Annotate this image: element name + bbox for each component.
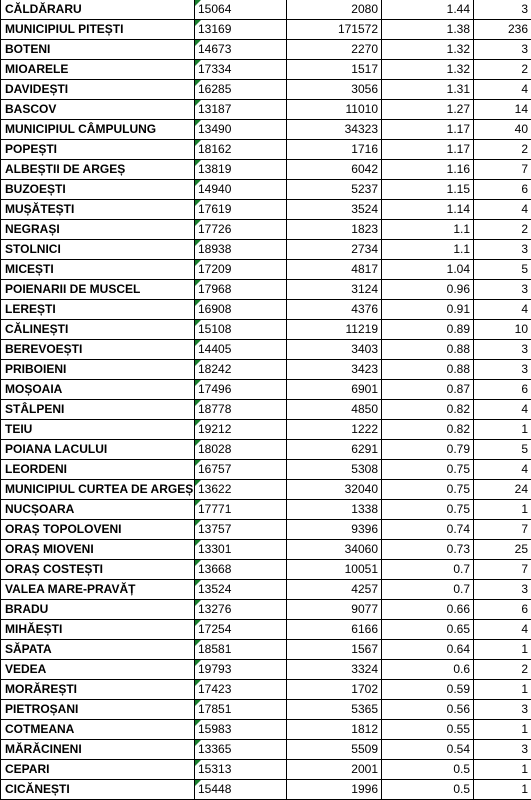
- population-cell[interactable]: 1222: [287, 420, 382, 440]
- table-row: [1, 0, 531, 20]
- cases-cell[interactable]: 10: [474, 320, 531, 340]
- population-cell[interactable]: 9077: [287, 600, 382, 620]
- cases-cell[interactable]: 3: [474, 340, 531, 360]
- rate-cell[interactable]: 0.75: [382, 460, 474, 480]
- table-row: [1, 20, 531, 40]
- cases-cell[interactable]: 1: [474, 780, 531, 800]
- population-cell[interactable]: 4257: [287, 580, 382, 600]
- population-cell[interactable]: 11219: [287, 320, 382, 340]
- cases-cell[interactable]: 4: [474, 300, 531, 320]
- population-cell[interactable]: 6166: [287, 620, 382, 640]
- population-cell[interactable]: 34060: [287, 540, 382, 560]
- population-cell[interactable]: 9396: [287, 520, 382, 540]
- cases-cell[interactable]: 3: [474, 580, 531, 600]
- table-row: [1, 360, 531, 380]
- cases-cell[interactable]: 3: [474, 240, 531, 260]
- table-row: [1, 560, 531, 580]
- cases-cell[interactable]: 6: [474, 380, 531, 400]
- rate-cell[interactable]: 1.04: [382, 260, 474, 280]
- rate-cell[interactable]: 0.5: [382, 760, 474, 780]
- locality-name-cell[interactable]: MUȘĂTEȘTI: [1, 200, 195, 220]
- rate-cell[interactable]: 0.88: [382, 340, 474, 360]
- cases-cell[interactable]: 3: [474, 700, 531, 720]
- rate-cell[interactable]: 1.32: [382, 40, 474, 60]
- siruta-code-cell[interactable]: 14940: [195, 180, 287, 200]
- cases-cell[interactable]: 3: [474, 740, 531, 760]
- siruta-code-cell[interactable]: 13276: [195, 600, 287, 620]
- population-cell[interactable]: 2734: [287, 240, 382, 260]
- cases-cell[interactable]: 7: [474, 160, 531, 180]
- table-row: [1, 500, 531, 520]
- population-cell[interactable]: 1338: [287, 500, 382, 520]
- table-row: [1, 480, 531, 500]
- siruta-code-cell[interactable]: 18938: [195, 240, 287, 260]
- siruta-code-cell[interactable]: 18028: [195, 440, 287, 460]
- siruta-code-cell[interactable]: 13622: [195, 480, 287, 500]
- siruta-code-cell[interactable]: 18242: [195, 360, 287, 380]
- cases-cell[interactable]: 4: [474, 460, 531, 480]
- table-row: [1, 600, 531, 620]
- table-row: [1, 520, 531, 540]
- population-cell[interactable]: 11010: [287, 100, 382, 120]
- rate-cell[interactable]: 0.54: [382, 740, 474, 760]
- locality-name-cell[interactable]: BUZOEȘTI: [1, 180, 195, 200]
- cases-cell[interactable]: 1: [474, 680, 531, 700]
- population-cell[interactable]: 6042: [287, 160, 382, 180]
- locality-name-cell[interactable]: STOLNICI: [1, 240, 195, 260]
- locality-name-cell[interactable]: POPEȘTI: [1, 140, 195, 160]
- population-cell[interactable]: 34323: [287, 120, 382, 140]
- locality-name-cell[interactable]: LEREȘTI: [1, 300, 195, 320]
- population-cell[interactable]: 3124: [287, 280, 382, 300]
- table-row: [1, 440, 531, 460]
- rate-cell[interactable]: 0.79: [382, 440, 474, 460]
- cases-cell[interactable]: 236: [474, 20, 531, 40]
- rate-cell[interactable]: 1.32: [382, 60, 474, 80]
- population-cell[interactable]: 5308: [287, 460, 382, 480]
- rate-cell[interactable]: 1.1: [382, 220, 474, 240]
- rate-cell[interactable]: 1.15: [382, 180, 474, 200]
- siruta-code-cell[interactable]: 17771: [195, 500, 287, 520]
- siruta-code-cell[interactable]: 15108: [195, 320, 287, 340]
- siruta-code-cell[interactable]: 15064: [195, 0, 287, 20]
- table-row: [1, 720, 531, 740]
- population-cell[interactable]: 3403: [287, 340, 382, 360]
- cases-cell[interactable]: 6: [474, 600, 531, 620]
- population-cell[interactable]: 10051: [287, 560, 382, 580]
- rate-cell[interactable]: 1.16: [382, 160, 474, 180]
- cases-cell[interactable]: 4: [474, 200, 531, 220]
- cases-cell[interactable]: 1: [474, 640, 531, 660]
- siruta-code-cell[interactable]: 13524: [195, 580, 287, 600]
- cases-cell[interactable]: 4: [474, 620, 531, 640]
- rate-cell[interactable]: 0.73: [382, 540, 474, 560]
- siruta-code-cell[interactable]: 19212: [195, 420, 287, 440]
- siruta-code-cell[interactable]: 17334: [195, 60, 287, 80]
- rate-cell[interactable]: 0.87: [382, 380, 474, 400]
- rate-cell[interactable]: 0.82: [382, 420, 474, 440]
- cases-cell[interactable]: 4: [474, 80, 531, 100]
- table-row: [1, 660, 531, 680]
- rate-cell[interactable]: 0.7: [382, 580, 474, 600]
- rate-cell[interactable]: 1.17: [382, 120, 474, 140]
- rate-cell[interactable]: 0.75: [382, 480, 474, 500]
- locality-name-cell[interactable]: MUNICIPIUL CURTEA DE ARGEȘ: [1, 480, 195, 500]
- rate-cell[interactable]: 0.56: [382, 700, 474, 720]
- population-cell[interactable]: 2080: [287, 0, 382, 20]
- locality-name-cell[interactable]: POIENARII DE MUSCEL: [1, 280, 195, 300]
- population-cell[interactable]: 1812: [287, 720, 382, 740]
- population-cell[interactable]: 6291: [287, 440, 382, 460]
- siruta-code-cell[interactable]: 13169: [195, 20, 287, 40]
- locality-name-cell[interactable]: ALBEȘTII DE ARGEȘ: [1, 160, 195, 180]
- rate-cell[interactable]: 0.74: [382, 520, 474, 540]
- population-cell[interactable]: 32040: [287, 480, 382, 500]
- population-cell[interactable]: 3423: [287, 360, 382, 380]
- population-cell[interactable]: 3056: [287, 80, 382, 100]
- locality-name-cell[interactable]: COTMEANA: [1, 720, 195, 740]
- table-row: [1, 260, 531, 280]
- table-row: [1, 640, 531, 660]
- table-row: [1, 680, 531, 700]
- population-cell[interactable]: 5237: [287, 180, 382, 200]
- cases-cell[interactable]: 1: [474, 720, 531, 740]
- cases-cell[interactable]: 3: [474, 40, 531, 60]
- table-row: [1, 140, 531, 160]
- table-row: [1, 40, 531, 60]
- siruta-code-cell[interactable]: 13757: [195, 520, 287, 540]
- siruta-code-cell[interactable]: 17968: [195, 280, 287, 300]
- siruta-code-cell[interactable]: 15448: [195, 780, 287, 800]
- rate-cell[interactable]: 1.27: [382, 100, 474, 120]
- siruta-code-cell[interactable]: 14673: [195, 40, 287, 60]
- siruta-code-cell[interactable]: 16285: [195, 80, 287, 100]
- rate-cell[interactable]: 0.82: [382, 400, 474, 420]
- population-cell[interactable]: 1702: [287, 680, 382, 700]
- table-row: [1, 460, 531, 480]
- table-row: [1, 220, 531, 240]
- cases-cell[interactable]: 3: [474, 0, 531, 20]
- siruta-code-cell[interactable]: 16757: [195, 460, 287, 480]
- siruta-code-cell[interactable]: 17496: [195, 380, 287, 400]
- siruta-code-cell[interactable]: 13301: [195, 540, 287, 560]
- cases-cell[interactable]: 7: [474, 560, 531, 580]
- table-row: [1, 320, 531, 340]
- siruta-code-cell[interactable]: 15313: [195, 760, 287, 780]
- table-row: [1, 240, 531, 260]
- table-row: [1, 180, 531, 200]
- locality-name-cell[interactable]: MIOARELE: [1, 60, 195, 80]
- table-row: [1, 200, 531, 220]
- population-cell[interactable]: 2270: [287, 40, 382, 60]
- cases-cell[interactable]: 2: [474, 60, 531, 80]
- table-body: [1, 0, 531, 800]
- siruta-code-cell[interactable]: 14405: [195, 340, 287, 360]
- table-row: [1, 700, 531, 720]
- rate-cell[interactable]: 0.5: [382, 780, 474, 800]
- table-row: [1, 60, 531, 80]
- population-cell[interactable]: 1567: [287, 640, 382, 660]
- population-cell[interactable]: 1996: [287, 780, 382, 800]
- locality-name-cell[interactable]: MĂRĂCINENI: [1, 740, 195, 760]
- cases-cell[interactable]: 25: [474, 540, 531, 560]
- cases-cell[interactable]: 2: [474, 140, 531, 160]
- locality-name-cell[interactable]: ORAȘ TOPOLOVENI: [1, 520, 195, 540]
- population-cell[interactable]: 3324: [287, 660, 382, 680]
- rate-cell[interactable]: 0.91: [382, 300, 474, 320]
- population-cell[interactable]: 1517: [287, 60, 382, 80]
- siruta-code-cell[interactable]: 17619: [195, 200, 287, 220]
- rate-cell[interactable]: 0.65: [382, 620, 474, 640]
- locality-name-cell[interactable]: ORAȘ MIOVENI: [1, 540, 195, 560]
- rate-cell[interactable]: 0.59: [382, 680, 474, 700]
- table-row: [1, 620, 531, 640]
- cases-cell[interactable]: 1: [474, 760, 531, 780]
- rate-cell[interactable]: 0.55: [382, 720, 474, 740]
- locality-name-cell[interactable]: DAVIDEȘTI: [1, 80, 195, 100]
- siruta-code-cell[interactable]: 17726: [195, 220, 287, 240]
- siruta-code-cell[interactable]: 13819: [195, 160, 287, 180]
- rate-cell[interactable]: 0.75: [382, 500, 474, 520]
- locality-name-cell[interactable]: BOTENI: [1, 40, 195, 60]
- rate-cell[interactable]: 0.6: [382, 660, 474, 680]
- rate-cell[interactable]: 0.88: [382, 360, 474, 380]
- table-row: [1, 540, 531, 560]
- locality-name-cell[interactable]: PIETROȘANI: [1, 700, 195, 720]
- siruta-code-cell[interactable]: 16908: [195, 300, 287, 320]
- siruta-code-cell[interactable]: 15983: [195, 720, 287, 740]
- siruta-code-cell[interactable]: 19793: [195, 660, 287, 680]
- rate-cell[interactable]: 1.1: [382, 240, 474, 260]
- locality-name-cell[interactable]: VALEA MARE-PRAVĂȚ: [1, 580, 195, 600]
- table-row: [1, 160, 531, 180]
- rate-cell[interactable]: 0.7: [382, 560, 474, 580]
- cases-cell[interactable]: 3: [474, 280, 531, 300]
- cases-cell[interactable]: 5: [474, 260, 531, 280]
- locality-name-cell[interactable]: VEDEA: [1, 660, 195, 680]
- population-cell[interactable]: 5509: [287, 740, 382, 760]
- siruta-code-cell[interactable]: 13365: [195, 740, 287, 760]
- table-row: [1, 380, 531, 400]
- locality-name-cell[interactable]: MIHĂEȘTI: [1, 620, 195, 640]
- locality-name-cell[interactable]: NUCȘOARA: [1, 500, 195, 520]
- locality-name-cell[interactable]: BEREVOEȘTI: [1, 340, 195, 360]
- locality-name-cell[interactable]: TEIU: [1, 420, 195, 440]
- siruta-code-cell[interactable]: 17851: [195, 700, 287, 720]
- table-row: [1, 300, 531, 320]
- table-row: [1, 580, 531, 600]
- rate-cell[interactable]: 0.96: [382, 280, 474, 300]
- table-row: [1, 120, 531, 140]
- cases-cell[interactable]: 4: [474, 400, 531, 420]
- cases-cell[interactable]: 1: [474, 420, 531, 440]
- cases-cell[interactable]: 40: [474, 120, 531, 140]
- table-row: [1, 340, 531, 360]
- locality-name-cell[interactable]: MUNICIPIUL PITEȘTI: [1, 20, 195, 40]
- siruta-code-cell[interactable]: 18581: [195, 640, 287, 660]
- population-cell[interactable]: 4850: [287, 400, 382, 420]
- rate-cell[interactable]: 1.38: [382, 20, 474, 40]
- table-row: [1, 780, 531, 800]
- table-row: [1, 280, 531, 300]
- siruta-code-cell[interactable]: 13490: [195, 120, 287, 140]
- population-cell[interactable]: 6901: [287, 380, 382, 400]
- rate-cell[interactable]: 1.44: [382, 0, 474, 20]
- cases-cell[interactable]: 1: [474, 500, 531, 520]
- population-cell[interactable]: 171572: [287, 20, 382, 40]
- locality-name-cell[interactable]: CĂLINEȘTI: [1, 320, 195, 340]
- locality-name-cell[interactable]: BRADU: [1, 600, 195, 620]
- rate-cell[interactable]: 1.14: [382, 200, 474, 220]
- cases-cell[interactable]: 2: [474, 220, 531, 240]
- siruta-code-cell[interactable]: 13187: [195, 100, 287, 120]
- table-row: [1, 80, 531, 100]
- cases-cell[interactable]: 14: [474, 100, 531, 120]
- siruta-code-cell[interactable]: 18162: [195, 140, 287, 160]
- population-cell[interactable]: 3524: [287, 200, 382, 220]
- rate-cell[interactable]: 0.64: [382, 640, 474, 660]
- population-cell[interactable]: 4817: [287, 260, 382, 280]
- rate-cell[interactable]: 0.89: [382, 320, 474, 340]
- siruta-code-cell[interactable]: 17209: [195, 260, 287, 280]
- cases-cell[interactable]: 24: [474, 480, 531, 500]
- locality-name-cell[interactable]: NEGRAȘI: [1, 220, 195, 240]
- population-cell[interactable]: 1823: [287, 220, 382, 240]
- siruta-code-cell[interactable]: 17423: [195, 680, 287, 700]
- cases-cell[interactable]: 3: [474, 360, 531, 380]
- locality-name-cell[interactable]: SĂPATA: [1, 640, 195, 660]
- locality-name-cell[interactable]: CEPARI: [1, 760, 195, 780]
- locality-name-cell[interactable]: CĂLDĂRARU: [1, 0, 195, 20]
- cases-cell[interactable]: 7: [474, 520, 531, 540]
- locality-name-cell[interactable]: LEORDENI: [1, 460, 195, 480]
- population-cell[interactable]: 5365: [287, 700, 382, 720]
- population-cell[interactable]: 1716: [287, 140, 382, 160]
- cases-cell[interactable]: 6: [474, 180, 531, 200]
- cases-cell[interactable]: 2: [474, 660, 531, 680]
- locality-name-cell[interactable]: ORAȘ COSTEȘTI: [1, 560, 195, 580]
- cases-cell[interactable]: 5: [474, 440, 531, 460]
- locality-name-cell[interactable]: STÂLPENI: [1, 400, 195, 420]
- siruta-code-cell[interactable]: 17254: [195, 620, 287, 640]
- table-row: [1, 740, 531, 760]
- table-row: [1, 760, 531, 780]
- locality-name-cell[interactable]: MICEȘTI: [1, 260, 195, 280]
- table-row: [1, 400, 531, 420]
- siruta-code-cell[interactable]: 18778: [195, 400, 287, 420]
- population-cell[interactable]: 4376: [287, 300, 382, 320]
- locality-name-cell[interactable]: MUNICIPIUL CÂMPULUNG: [1, 120, 195, 140]
- locality-name-cell[interactable]: BASCOV: [1, 100, 195, 120]
- locality-name-cell[interactable]: PRIBOIENI: [1, 360, 195, 380]
- locality-name-cell[interactable]: POIANA LACULUI: [1, 440, 195, 460]
- table-row: [1, 420, 531, 440]
- rate-cell[interactable]: 0.66: [382, 600, 474, 620]
- locality-name-cell[interactable]: MORĂREȘTI: [1, 680, 195, 700]
- population-cell[interactable]: 2001: [287, 760, 382, 780]
- rate-cell[interactable]: 1.31: [382, 80, 474, 100]
- locality-name-cell[interactable]: MOȘOAIA: [1, 380, 195, 400]
- table-row: [1, 100, 531, 120]
- locality-name-cell[interactable]: CICĂNEȘTI: [1, 780, 195, 800]
- rate-cell[interactable]: 1.17: [382, 140, 474, 160]
- siruta-code-cell[interactable]: 13668: [195, 560, 287, 580]
